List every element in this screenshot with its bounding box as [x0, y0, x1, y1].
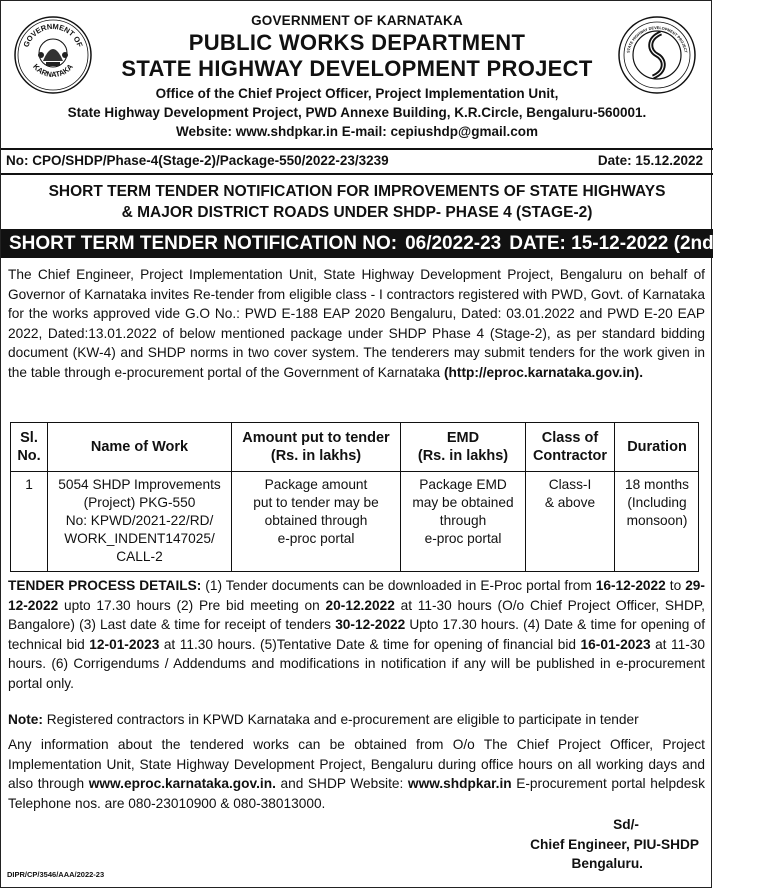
note-text: Registered contractors in KPWD Karnataka and e-procurement are eligible to participate in tender: [42, 712, 639, 727]
cell-line: (Project) PKG-550: [83, 495, 196, 510]
notification-bar: [1, 229, 760, 258]
process-text: at 11-30 hours. (6) Corrigendums / Addendums and modifications in notification if any will be published in e-procurement portal only.: [8, 636, 705, 691]
info-text: and SHDP Website:: [275, 776, 408, 791]
intro-paragraph: [8, 265, 705, 382]
portal-url: (http://eproc.karnataka.gov.in).: [444, 364, 644, 380]
header-emd-line: (Rs. in lakhs): [417, 448, 509, 464]
cell-emd: [401, 472, 525, 572]
office-line: Office of the Chief Project Officer, Project Implementation Unit,: [155, 86, 559, 101]
cell-line: put to tender may be: [253, 495, 379, 510]
process-text: at 11-30 hours (O/o Chief Project Officer, SHDP, Bangalore) (3) Last date & time for receipt of tenders: [8, 597, 705, 632]
header-amount: [232, 423, 400, 471]
header-duration-line: Duration: [627, 439, 687, 455]
process-date: 20-12.2022: [325, 597, 395, 613]
cell-line: e-proc portal: [277, 531, 355, 546]
cell-line: 18 months: [625, 477, 689, 492]
cell-amount: [232, 472, 400, 572]
process-text: at 11.30 hours. (5)Tentative Date & time for opening of financial bid: [159, 636, 581, 652]
cell-line: Package EMD: [419, 477, 507, 492]
reference-number: No: CPO/SHDP/Phase-4(Stage-2)/Package-550/2022-23/3239: [6, 153, 389, 168]
letterhead: [1, 1, 713, 149]
header-class-line: Class of: [541, 430, 599, 446]
project-name: STATE HIGHWAY DEVELOPMENT PROJECT: [121, 56, 593, 81]
process-date: 30-12-2022: [335, 617, 406, 632]
info-paragraph: [8, 735, 705, 813]
emblem-bottom-text: KARNATAKA: [31, 62, 75, 80]
signature-title: Chief Engineer, PIU-SHDP: [530, 837, 699, 852]
note-paragraph: [8, 710, 705, 730]
divider: [1, 148, 713, 150]
title-line-2: & MAJOR DISTRICT ROADS UNDER SHDP- PHASE 4 (STAGE-2): [121, 204, 593, 221]
title-line-1: SHORT TERM TENDER NOTIFICATION FOR IMPROVEMENTS OF STATE HIGHWAYS: [48, 183, 666, 200]
header-amount-line: (Rs. in lakhs): [270, 448, 362, 464]
cell-line: through: [439, 513, 487, 528]
process-text: Upto 17.30 hours. (4) Date & time for opening of technical bid: [8, 617, 706, 652]
cell-line: (Including: [627, 495, 687, 510]
signature-sd: Sd/-: [613, 817, 639, 832]
cell-line: No: KPWD/2021-22/RD/: [65, 513, 214, 528]
cell-sl: 1: [25, 477, 33, 492]
header-work: [48, 423, 231, 471]
process-text: upto 17.30 hours (2) Pre bid meeting on: [58, 597, 326, 613]
cell-line: CALL-2: [116, 549, 163, 564]
cell-line: obtained through: [264, 513, 368, 528]
note-label: Note:: [8, 712, 43, 727]
shdp-link[interactable]: www.shdpkar.in: [407, 776, 512, 791]
header-emd-line: EMD: [446, 430, 480, 446]
header-class: [526, 423, 614, 471]
cell-duration: [615, 472, 699, 572]
intro-text: The Chief Engineer, Project Implementation Unit, State Highway Development Project, Bengaluru on behalf of Governor of Karnataka invites Re-tender from eligible class - I contractors registered with PWD, Govt. of Karnataka for the works approved vide G.O No.: PWD E-188 EAP 2020 Bengaluru, Dated: 03.01.2022 and PWD E-20 EAP 2022, Dated:13.01.2022 of below mentioned package under SHDP Phase 4 (Stage-2), as per standard bidding document (KW-4) and SHDP norms in two cover system. The tenderers may submit tenders for the work given in the table through e-procurement portal of the Government of Karnataka: [8, 267, 705, 380]
logo-ring-text: STATE HIGHWAY DEVELOPMENT PROJECT: [626, 25, 688, 54]
cell-line: Package amount: [264, 477, 368, 492]
address-line: State Highway Development Project, PWD Annexe Building, K.R.Circle, Bengaluru-560001.: [67, 105, 647, 120]
cell-line: Class-I: [548, 477, 592, 492]
government-name: GOVERNMENT OF KARNATAKA: [251, 13, 463, 28]
process-details: [8, 576, 705, 693]
dipr-reference: DIPR/CP/3546/AAA/2022-23: [7, 870, 105, 879]
header-work-line: Name of Work: [90, 439, 189, 455]
cell-work: [48, 472, 231, 572]
notice-title: [1, 181, 713, 223]
eproc-link[interactable]: www.eproc.karnataka.gov.in.: [88, 776, 276, 791]
cell-line: WORK_INDENT147025/: [64, 531, 215, 546]
cell-line: e-proc portal: [424, 531, 502, 546]
process-date: 12-01-2023: [89, 636, 160, 652]
cell-line: may be obtained: [412, 495, 514, 510]
reference-row: [1, 151, 713, 171]
process-label: TENDER PROCESS DETAILS:: [8, 578, 202, 593]
header-amount-line: Amount put to tender: [242, 430, 390, 446]
header-sl-line: No.: [17, 448, 41, 464]
process-date: 16-01-2023: [580, 636, 651, 652]
cell-line: & above: [544, 495, 596, 510]
works-table: [10, 422, 699, 572]
cell-line: monsoon): [626, 513, 688, 528]
header-class-line: Contractor: [532, 448, 608, 464]
process-text: to: [665, 578, 686, 593]
department-name: PUBLIC WORKS DEPARTMENT: [188, 30, 526, 55]
cell-line: 5054 SHDP Improvements: [58, 477, 221, 492]
notification-number: 06/2022-23: [405, 233, 502, 254]
process-text: (1) Tender documents can be downloaded in E-Proc portal from: [201, 578, 596, 593]
cell-class: [526, 472, 614, 572]
notification-label: SHORT TERM TENDER NOTIFICATION NO:: [9, 233, 398, 254]
contact-line: Website: www.shdpkar.in E-mail: cepiushdp@gmail.com: [176, 124, 538, 139]
divider: [1, 173, 713, 175]
header-duration: [615, 423, 699, 471]
signature-city: Bengaluru.: [571, 856, 643, 871]
reference-date: Date: 15.12.2022: [597, 153, 703, 168]
process-date: 29-12-2022: [8, 578, 705, 613]
header-emd: [401, 423, 525, 471]
emblem-top-text: GOVERNMENT OF: [21, 21, 85, 49]
header-sl-line: Sl.: [20, 430, 38, 446]
info-text: Any information about the tendered works can be obtained from O/o The Chief Project Officer, Project Implementation Unit, State Highway Development Project, Bengaluru during office hours on all working days and also through: [8, 737, 705, 791]
info-text: E-procurement portal helpdesk Telephone nos. are 080-23010900 & 080-38013000.: [8, 776, 705, 811]
header-sl: [11, 423, 47, 471]
process-date: 16-12-2022: [595, 578, 666, 593]
notification-date: DATE: 15-12-2022 (2nd Call): [509, 233, 760, 254]
